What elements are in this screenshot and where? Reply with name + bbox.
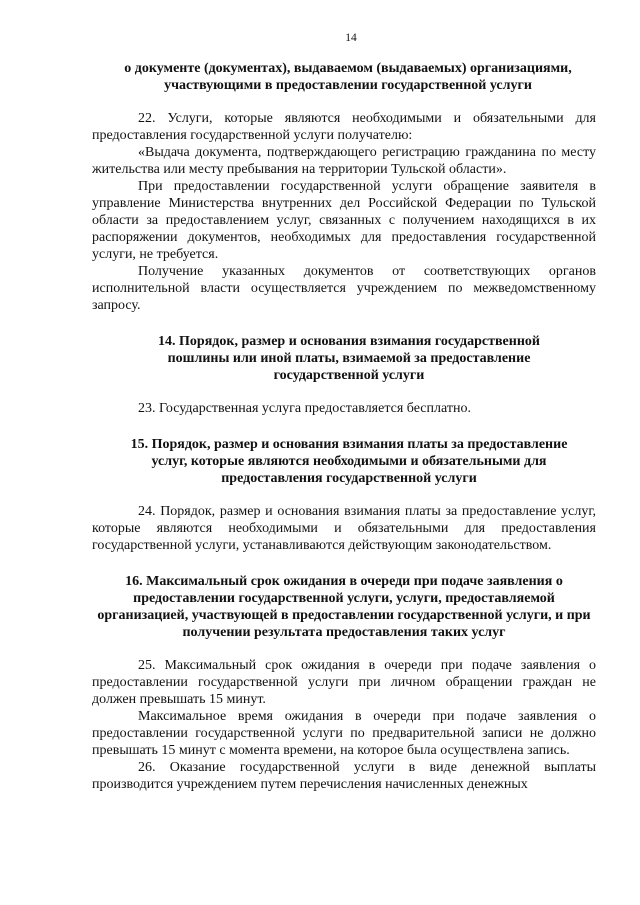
paragraph-22-quote: «Выдача документа, подтверждающего регистрацию гражданина по месту жительства или месту пребывания на территории Тульской области». (92, 145, 596, 177)
paragraph-23: 23. Государственная услуга предоставляется бесплатно. (138, 401, 471, 416)
paragraph-25: 25. Максимальный срок ожидания в очереди при подаче заявления о предоставлении государственной услуги при личном обращении граждан не должен превышать 15 минут. (92, 658, 596, 707)
section-heading-14: 14. Порядок, размер и основания взимания государственной пошлины или иной платы, взимаемой за предоставление государственной услуги (158, 334, 540, 383)
paragraph-26: 26. Оказание государственной услуги в виде денежной выплаты производится учреждением путем перечисления начисленных денежных (92, 760, 596, 792)
paragraph-22-interagency: Получение указанных документов от соответствующих органов исполнительной власти осуществляется учреждением по межведомственному запросу. (92, 264, 596, 313)
paragraph-24: 24. Порядок, размер и основания взимания платы за предоставление услуг, которые являются необходимыми и обязательными для предоставления государственной услуги, устанавливаются действующим законодательством. (92, 504, 596, 553)
section-heading-16: 16. Максимальный срок ожидания в очереди при подаче заявления о предоставлении государственной услуги, услуги, предоставляемой организацией, участвующей в предоставлении государственной услуги, и при получении результата предоставления таких услуг (97, 574, 591, 640)
section-heading-continued: о документе (документах), выдаваемом (выдаваемых) организациями, участвующими в предоставлении государственной услуги (124, 61, 572, 93)
paragraph-22-mvd: При предоставлении государственной услуги обращение заявителя в управление Министерства внутренних дел Российской Федерации по Тульской области за предоставлением услуг, связанных с получением находящихся в их распоряжении документов, необходимых для предоставления государственной услуги, не требуется. (92, 179, 596, 262)
paragraph-25-appointment: Максимальное время ожидания в очереди при подаче заявления о предоставлении государственной услуги по предварительной записи не должно превышать 15 минут с момента времени, на которое была осуществлена запись. (92, 709, 596, 758)
paragraph-22: 22. Услуги, которые являются необходимыми и обязательными для предоставления государственной услуги получателю: (92, 111, 596, 143)
page-number: 14 (345, 32, 357, 44)
section-heading-15: 15. Порядок, размер и основания взимания платы за предоставление услуг, которые являются необходимыми и обязательными для предоставления государственной услуги (130, 437, 568, 486)
